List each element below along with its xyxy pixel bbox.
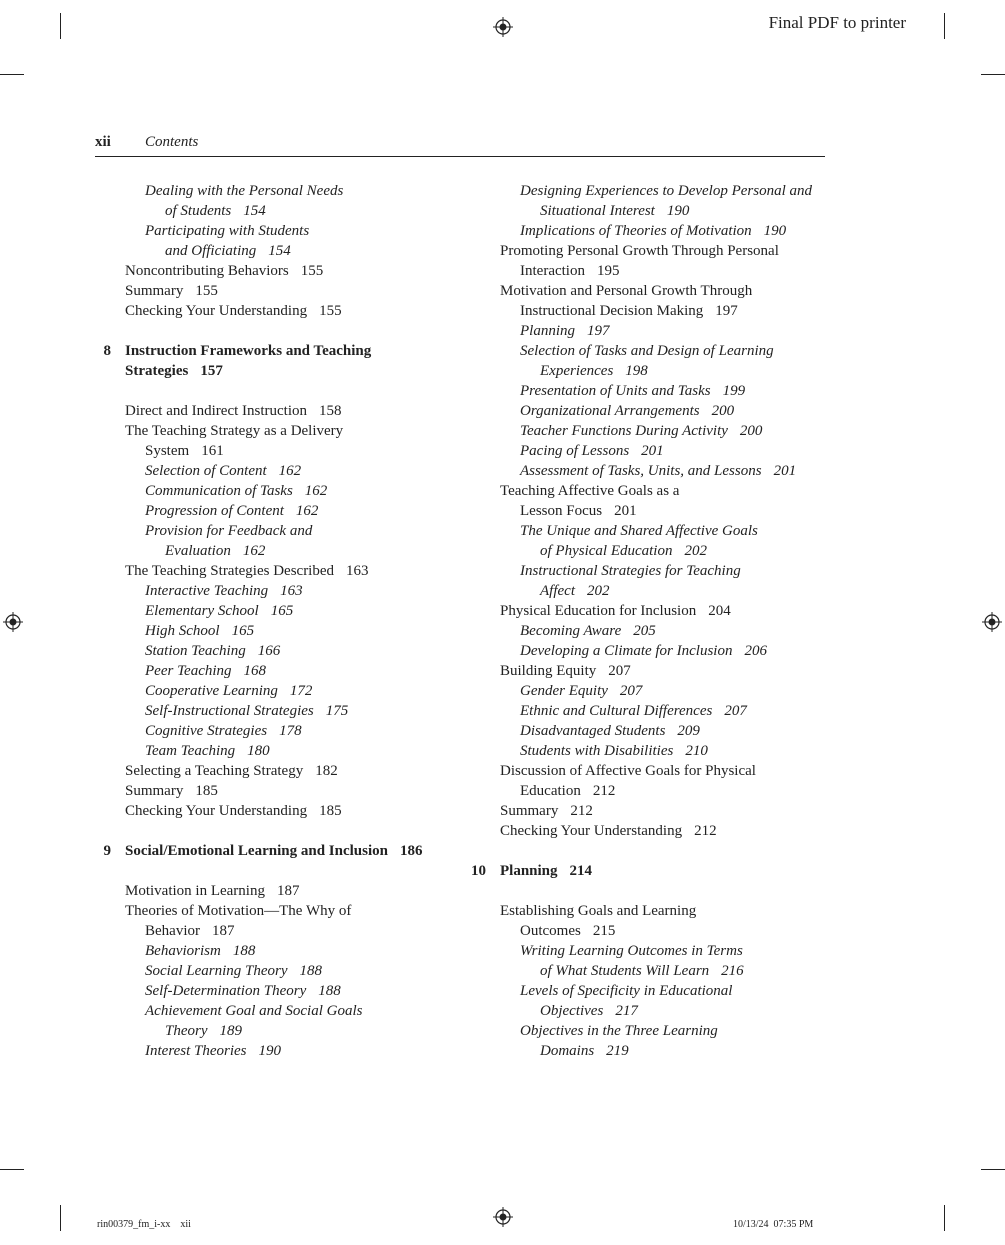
toc-page-number: 190 [763, 223, 787, 239]
toc-page-number: 217 [615, 1003, 638, 1019]
toc-entry-title: Direct and Indirect Instruction [125, 403, 308, 419]
toc-entry-title: Affect [540, 583, 575, 599]
toc-entry [470, 661, 830, 681]
toc-entry [470, 261, 830, 281]
toc-entry-title: Teacher Functions During Activity [520, 423, 728, 439]
toc-page-number: 202 [684, 543, 707, 559]
toc-page-number: 188 [299, 963, 322, 979]
toc-entry-title: Instructional Decision Making [520, 303, 704, 319]
running-header [95, 134, 199, 151]
toc-entry-title: Developing a Climate for Inclusion [520, 643, 733, 659]
toc-entry-title: The Unique and Shared Affective Goals [520, 523, 758, 539]
toc-entry-title: Writing Learning Outcomes in Terms [520, 943, 743, 959]
toc-entry-title: Theory [165, 1023, 208, 1039]
toc-entry-title: Communication of Tasks [145, 483, 293, 499]
toc-subentry [95, 701, 435, 721]
toc-page-number: 195 [596, 263, 620, 279]
toc-page-number: 180 [247, 743, 270, 759]
toc-page-number: 212 [570, 803, 593, 819]
toc-subentry [470, 541, 830, 561]
chapter-number: 8 [103, 343, 111, 359]
toc-entry-title: Education [520, 783, 581, 799]
toc-entry-title: Planning [500, 863, 558, 879]
toc-page-number: 187 [276, 883, 300, 899]
toc-chapter-entry [95, 361, 435, 381]
toc-entry-title: System [145, 443, 190, 459]
toc-entry-title: Dealing with the Personal Needs [145, 183, 344, 199]
toc-entry [470, 801, 830, 821]
registration-mark-icon [493, 1207, 513, 1227]
toc-entry-title: Objectives in the Three Learning [520, 1023, 718, 1039]
toc-page-number: 188 [318, 983, 341, 999]
crop-mark [944, 1205, 945, 1231]
toc-subentry [470, 1021, 830, 1041]
toc-entry [95, 301, 435, 321]
toc-subentry [470, 181, 830, 201]
toc-subentry [95, 941, 435, 961]
toc-subentry [95, 721, 435, 741]
toc-entry-title: Peer Teaching [145, 663, 232, 679]
toc-entry-title: Building Equity [500, 663, 597, 679]
footer-file-info: rin00379_fm_i-xx xii [97, 1219, 191, 1230]
toc-entry-title: of What Students Will Learn [540, 963, 710, 979]
toc-page-number: 200 [739, 423, 763, 439]
toc-page-number: 186 [399, 843, 423, 859]
toc-page-number: 198 [625, 363, 648, 379]
toc-entry-title: Disadvantaged Students [520, 723, 666, 739]
toc-entry-title: Outcomes [520, 923, 581, 939]
toc-spacer [95, 381, 435, 401]
toc-entry-title: and Officiating [165, 243, 257, 259]
toc-subentry [95, 521, 435, 541]
toc-entry-title: Teaching Affective Goals as a [500, 483, 680, 499]
toc-page-number: 185 [319, 803, 342, 819]
toc-subentry [95, 581, 435, 601]
crop-mark [60, 1205, 61, 1231]
toc-entry-title: Station Teaching [145, 643, 246, 659]
toc-spacer [95, 861, 435, 881]
toc-entry-title: Situational Interest [540, 203, 655, 219]
toc-entry-title: Gender Equity [520, 683, 608, 699]
toc-page-number: 210 [685, 743, 708, 759]
toc-entry [95, 881, 435, 901]
toc-page-number: 165 [231, 623, 255, 639]
toc-entry [470, 481, 830, 501]
toc-page-number: 214 [569, 863, 593, 879]
toc-entry [95, 901, 435, 921]
toc-subentry [470, 521, 830, 541]
toc-page-number: 200 [711, 403, 735, 419]
toc-entry [95, 281, 435, 301]
toc-entry-title: Instruction Frameworks and Teaching [125, 343, 372, 359]
toc-subentry [95, 501, 435, 521]
toc-subentry [95, 241, 435, 261]
toc-entry-title: Instructional Strategies for Teaching [520, 563, 741, 579]
toc-entry [470, 761, 830, 781]
toc-subentry [95, 981, 435, 1001]
chapter-number: 9 [103, 843, 111, 859]
toc-subentry [95, 1001, 435, 1021]
toc-entry-title: Behavior [145, 923, 200, 939]
crop-mark [981, 1169, 1005, 1170]
toc-chapter-entry [95, 841, 435, 861]
toc-entry [95, 261, 435, 281]
toc-page-number: 158 [319, 403, 342, 419]
toc-entry-title: The Teaching Strategies Described [125, 563, 335, 579]
toc-entry-title: of Students [165, 203, 232, 219]
toc-entry-title: Strategies [125, 363, 189, 379]
toc-page-number: 182 [315, 763, 338, 779]
crop-mark [944, 13, 945, 39]
toc-page-number: 212 [694, 823, 717, 839]
toc-page-number: 163 [346, 563, 369, 579]
toc-entry [470, 781, 830, 801]
toc-page-number: 189 [219, 1023, 242, 1039]
toc-subentry [470, 441, 830, 461]
toc-entry-title: of Physical Education [540, 543, 673, 559]
toc-subentry [470, 721, 830, 741]
toc-entry-title: Promoting Personal Growth Through Personal [500, 243, 779, 259]
toc-page-number: 197 [587, 323, 610, 339]
toc-page-number: 207 [724, 703, 747, 719]
toc-subentry [470, 701, 830, 721]
toc-page-number: 175 [325, 703, 349, 719]
toc-page-number: 188 [232, 943, 256, 959]
toc-entry-title: Selection of Content [145, 463, 267, 479]
toc-entry-title: Selecting a Teaching Strategy [125, 763, 304, 779]
toc-entry-title: Organizational Arrangements [520, 403, 700, 419]
toc-entry [470, 601, 830, 621]
toc-page-number: 212 [592, 783, 616, 799]
toc-subentry [470, 621, 830, 641]
toc-page-number: 187 [211, 923, 235, 939]
toc-subentry [470, 201, 830, 221]
toc-entry-title: Planning [520, 323, 575, 339]
toc-entry-title: Interest Theories [145, 1043, 247, 1059]
toc-subentry [470, 341, 830, 361]
toc-entry-title: Summary [125, 283, 184, 299]
toc-entry-title: Progression of Content [145, 503, 284, 519]
toc-entry-title: Cooperative Learning [145, 683, 278, 699]
toc-entry [470, 301, 830, 321]
header-rule [95, 156, 825, 157]
toc-subentry [470, 381, 830, 401]
toc-page-number: 154 [243, 203, 266, 219]
toc-page-number: 206 [744, 643, 767, 659]
toc-page-number: 201 [614, 503, 637, 519]
toc-entry-title: Summary [500, 803, 559, 819]
toc-entry-title: Checking Your Understanding [125, 303, 308, 319]
toc-entry-title: Lesson Focus [520, 503, 603, 519]
toc-subentry [470, 981, 830, 1001]
toc-entry-title: Assessment of Tasks, Units, and Lessons [520, 463, 762, 479]
toc-page-number: 190 [258, 1043, 282, 1059]
toc-page-number: 201 [641, 443, 664, 459]
toc-entry-title: Presentation of Units and Tasks [520, 383, 711, 399]
toc-subentry [470, 741, 830, 761]
toc-entry-title: Self-Determination Theory [145, 983, 307, 999]
toc-spacer [470, 841, 830, 861]
crop-mark [981, 74, 1005, 75]
toc-entry [470, 921, 830, 941]
final-pdf-label: Final PDF to printer [768, 13, 906, 32]
toc-entry-title: Elementary School [145, 603, 259, 619]
toc-page-number: 207 [619, 683, 643, 699]
registration-mark-icon [493, 17, 513, 37]
toc-entry-title: Checking Your Understanding [125, 803, 308, 819]
toc-right-column [470, 181, 830, 1061]
toc-page-number: 161 [201, 443, 224, 459]
toc-page-number: 199 [722, 383, 746, 399]
crop-mark [0, 74, 24, 75]
toc-entry-title: Pacing of Lessons [520, 443, 630, 459]
toc-entry-title: Behaviorism [145, 943, 221, 959]
toc-entry-title: Social/Emotional Learning and Inclusion [125, 843, 388, 859]
toc-subentry [95, 1021, 435, 1041]
toc-entry [95, 761, 435, 781]
toc-page-number: 172 [289, 683, 313, 699]
registration-mark-icon [982, 612, 1002, 632]
toc-page-number: 209 [677, 723, 700, 739]
toc-page-number: 155 [300, 263, 324, 279]
toc-entry [95, 781, 435, 801]
toc-page-number: 154 [268, 243, 291, 259]
toc-left-column [95, 181, 435, 1061]
toc-subentry [95, 621, 435, 641]
toc-entry [95, 921, 435, 941]
toc-spacer [95, 321, 435, 341]
toc-subentry [470, 421, 830, 441]
toc-entry [95, 441, 435, 461]
toc-entry-title: Experiences [540, 363, 614, 379]
toc-entry-title: Selection of Tasks and Design of Learning [520, 343, 774, 359]
toc-page-number: 155 [319, 303, 342, 319]
toc-entry-title: Provision for Feedback and [145, 523, 313, 539]
chapter-number: 10 [471, 863, 486, 879]
toc-page-number: 178 [279, 723, 302, 739]
toc-page-number: 205 [633, 623, 656, 639]
toc-page-number: 162 [304, 483, 328, 499]
toc-subentry [95, 481, 435, 501]
toc-chapter-entry [95, 341, 435, 361]
toc-subentry [470, 561, 830, 581]
registration-mark-icon [3, 612, 23, 632]
toc-entry-title: Participating with Students [145, 223, 310, 239]
toc-entry-title: Theories of Motivation—The Why of [125, 903, 352, 919]
toc-page-number: 204 [708, 603, 731, 619]
toc-entry-title: Team Teaching [145, 743, 236, 759]
toc-entry-title: Evaluation [165, 543, 231, 559]
toc-entry-title: Ethnic and Cultural Differences [520, 703, 713, 719]
toc-entry [470, 821, 830, 841]
toc-subentry [95, 661, 435, 681]
toc-subentry [470, 401, 830, 421]
toc-page-number: 168 [243, 663, 267, 679]
toc-entry-title: Achievement Goal and Social Goals [145, 1003, 363, 1019]
toc-page-number: 219 [606, 1043, 629, 1059]
toc-page-number: 197 [715, 303, 738, 319]
toc-entry [95, 561, 435, 581]
toc-page-number: 163 [280, 583, 303, 599]
toc-subentry [470, 641, 830, 661]
toc-entry-title: Noncontributing Behaviors [125, 263, 289, 279]
toc-subentry [470, 961, 830, 981]
toc-page-number: 157 [200, 363, 223, 379]
toc-page-number: 207 [608, 663, 631, 679]
toc-entry-title: Interactive Teaching [145, 583, 269, 599]
toc-subentry [470, 1001, 830, 1021]
toc-entry-title: Designing Experiences to Develop Personal and [520, 183, 813, 199]
toc-subentry [95, 601, 435, 621]
toc-page-number: 216 [721, 963, 744, 979]
toc-entry [95, 421, 435, 441]
toc-page-number: 165 [270, 603, 294, 619]
toc-entry [95, 401, 435, 421]
toc-page-number: 162 [295, 503, 319, 519]
toc-entry-title: High School [145, 623, 220, 639]
toc-subentry [95, 541, 435, 561]
toc-subentry [470, 461, 830, 481]
toc-page-number: 215 [592, 923, 616, 939]
toc-page-number: 202 [586, 583, 610, 599]
toc-subentry [470, 941, 830, 961]
toc-entry-title: Students with Disabilities [520, 743, 674, 759]
toc-subentry [95, 221, 435, 241]
toc-entry-title: Objectives [540, 1003, 604, 1019]
toc-entry-title: Domains [540, 1043, 595, 1059]
toc-page-number: 155 [195, 283, 218, 299]
toc-entry-title: Motivation and Personal Growth Through [500, 283, 753, 299]
toc-entry-title: Physical Education for Inclusion [500, 603, 697, 619]
toc-subentry [95, 1041, 435, 1061]
toc-page-number: 201 [773, 463, 797, 479]
toc-subentry [95, 741, 435, 761]
toc-page-number: 162 [278, 463, 302, 479]
toc-subentry [470, 681, 830, 701]
crop-mark [60, 13, 61, 39]
toc-spacer [95, 821, 435, 841]
toc-subentry [95, 961, 435, 981]
toc-entry-title: Implications of Theories of Motivation [520, 223, 752, 239]
toc-entry-title: Summary [125, 783, 184, 799]
page-number: xii [95, 134, 111, 150]
toc-entry [470, 901, 830, 921]
toc-entry [470, 281, 830, 301]
toc-entry-title: Interaction [520, 263, 585, 279]
toc-entry-title: Social Learning Theory [145, 963, 288, 979]
toc-entry-title: Levels of Specificity in Educational [520, 983, 733, 999]
toc-entry-title: Discussion of Affective Goals for Physical [500, 763, 756, 779]
toc-entry-title: The Teaching Strategy as a Delivery [125, 423, 344, 439]
toc-subentry [470, 321, 830, 341]
toc-entry-title: Cognitive Strategies [145, 723, 268, 739]
toc-entry [470, 501, 830, 521]
toc-entry [470, 241, 830, 261]
toc-subentry [470, 1041, 830, 1061]
toc-chapter-entry [470, 861, 830, 881]
toc-page-number: 185 [195, 783, 218, 799]
toc-spacer [470, 881, 830, 901]
toc-entry-title: Self-Instructional Strategies [145, 703, 314, 719]
toc-page-number: 190 [666, 203, 690, 219]
toc-entry-title: Establishing Goals and Learning [500, 903, 697, 919]
toc-subentry [95, 641, 435, 661]
toc-subentry [470, 361, 830, 381]
section-title: Contents [145, 134, 199, 150]
toc-subentry [95, 201, 435, 221]
footer-timestamp: 10/13/24 07:35 PM [733, 1219, 814, 1230]
toc-subentry [95, 181, 435, 201]
toc-subentry [470, 581, 830, 601]
toc-entry-title: Checking Your Understanding [500, 823, 683, 839]
toc-entry [95, 801, 435, 821]
crop-mark [0, 1169, 24, 1170]
toc-page-number: 162 [242, 543, 266, 559]
toc-entry-title: Becoming Aware [520, 623, 622, 639]
toc-page-number: 166 [257, 643, 281, 659]
toc-subentry [95, 461, 435, 481]
toc-subentry [470, 221, 830, 241]
toc-subentry [95, 681, 435, 701]
toc-entry-title: Motivation in Learning [125, 883, 265, 899]
